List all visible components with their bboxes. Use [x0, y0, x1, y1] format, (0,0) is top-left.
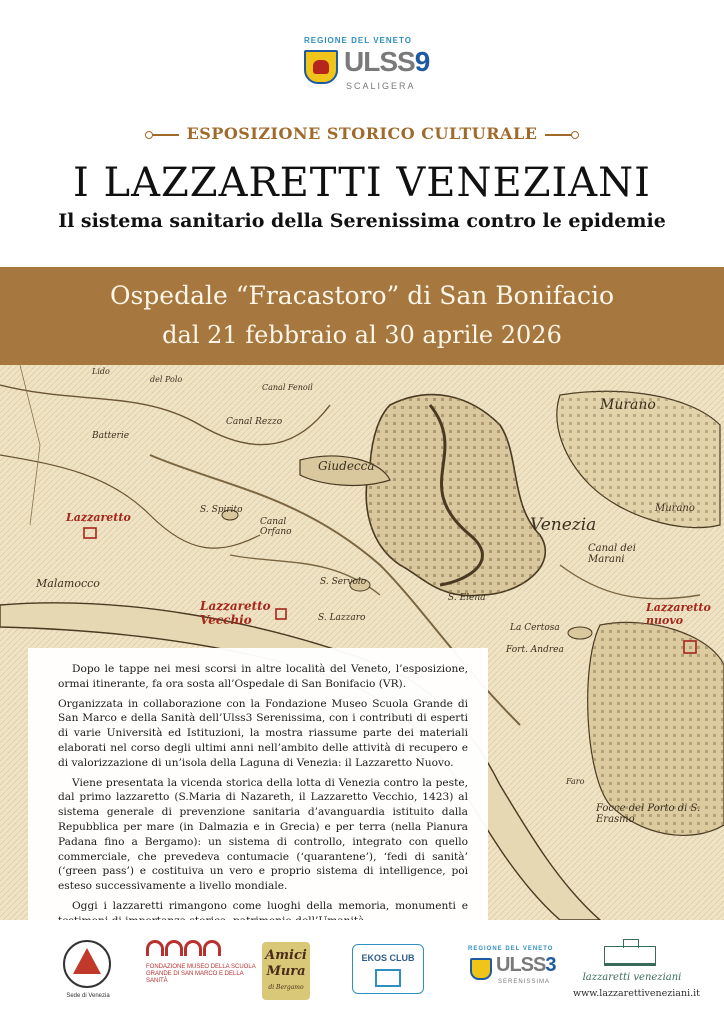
lion-shield-icon — [304, 50, 338, 84]
map-label-canal-marani: Canal dei Marani — [588, 543, 636, 565]
ekos-cube-icon — [375, 969, 401, 987]
ornament-right-icon — [545, 134, 573, 136]
ekos-label: EKOS CLUB — [361, 953, 415, 963]
map-label-lazzaretto-vecchio: Lazzaretto Vecchio — [200, 599, 271, 627]
ulss3-name: ULSS3 — [496, 954, 556, 976]
map-label-forte-andrea: Fort. Andrea — [506, 645, 564, 655]
map-label-lido: Lido — [92, 367, 110, 376]
amici-line-2: Mura — [266, 964, 306, 979]
building-icon — [604, 946, 656, 966]
map-label-s-servolo: S. Servolo — [320, 577, 367, 587]
archeoclub-caption: Sede di Venezia — [66, 993, 110, 999]
ulss3-region: REGIONE DEL VENETO — [468, 946, 554, 952]
ekos-club-logo — [352, 944, 424, 994]
museo-text: FONDAZIONE MUSEO DELLA SCUOLA GRANDE DI SAN MARCO E DELLA SANITÀ — [146, 964, 256, 984]
amici-line-1: Amici — [265, 948, 307, 963]
map-label-venezia: Venezia — [530, 515, 597, 535]
map-label-canal-fenoil: Canal Fenoil — [262, 383, 313, 392]
map-label-s-lazzaro: S. Lazzaro — [318, 613, 366, 623]
map-label-canal-orfano: Canal Orfano — [260, 517, 292, 537]
ulss-subtitle: SCALIGERA — [346, 81, 416, 91]
ornament-left-icon — [151, 134, 179, 136]
map-label-faro: Faro — [566, 777, 585, 786]
ulss-name: ULSS9 — [344, 46, 430, 77]
map-label-batterie: Batterie — [92, 431, 130, 441]
map-label-s-spirito: S. Spirito — [200, 505, 243, 515]
amici-line-3: di Bergamo — [268, 984, 304, 991]
amici-mura-logo — [262, 942, 310, 1000]
venue-band — [0, 267, 724, 365]
archeoclub-logo — [60, 938, 116, 1000]
region-label: REGIONE DEL VENETO — [304, 36, 412, 45]
archeoclub-triangle-icon — [73, 948, 101, 974]
paragraph-4: Oggi i lazzaretti rimangono come luoghi della memoria, monumenti e — [72, 899, 468, 912]
exhibition-kicker — [0, 124, 724, 143]
ulss9-logo — [300, 36, 430, 96]
map-label-lazzaretto: Lazzaretto — [66, 511, 131, 524]
paragraph-1: Dopo le tappe nei mesi scorsi in altre località del Veneto, l’esposizione, ormai itinerante, fa ora sosta all’Ospedale di San Bonifacio (VR). — [58, 663, 468, 690]
map-label-giudecca: Giudecca — [318, 459, 375, 473]
kicker-text: ESPOSIZIONE STORICO CULTURALE — [186, 124, 538, 143]
map-label-murano: Murano — [655, 503, 695, 514]
map-label-foce-porto: Focce del Porto di S. Erasmo — [596, 803, 701, 825]
map-label-canal-rezzo: Canal Rezzo — [226, 417, 283, 427]
description-box — [28, 648, 488, 920]
paragraph-2: Organizzata in collaborazione con la Fondazione Museo Scuola Grande di San Marco e della Sanità dell’Ulss3 Serenissima, con i contributi di esperti di varie Università ed Istituzioni, la mostra riassume parte dei materiali elaborati nel corso degli ultimi anni nell’ambito delle attività di recupero e di valorizzazione di un’isola della Laguna di Venezia: il Lazzaretto Nuovo. — [58, 697, 468, 769]
ulss3-subtitle: SERENISSIMA — [498, 979, 551, 985]
page-title: I LAZZARETTI VENEZIANI — [73, 160, 651, 206]
map-label-murano-top: Murano — [600, 397, 656, 413]
sponsors-footer — [0, 920, 724, 1024]
map-label-malamocco: Malamocco — [36, 577, 100, 590]
paragraph-3: Viene presentata la vicenda storica della lotta di Venezia contro la peste, dal primo lazzaretto (S.Maria di Nazareth, il Lazzaretto Vecchio, 1423) al sistema generale di prevenzione sanitaria d’avanguardia istituito dalla Repubblica per mare (in Dalmazia e in Grecia) e per terra (nella Pianura Padana fino a Bergamo): un sistema di controllo, integrato con quello commerciale, che prevedeva contumacie (‘quarantene’), ‘fedi di sanità’ (‘green pass’) e costituiva un vero e proprio sistema di intelligence, poi esteso successivamente a livello mondiale. — [58, 776, 468, 893]
venue-name: Ospedale “Fracastoro” di San Bonifacio — [109, 281, 615, 310]
map-label-elena: S. Elena — [448, 593, 486, 603]
page-subtitle: Il sistema sanitario della Serenissima contro le epidemie — [58, 210, 666, 232]
ulss3-shield-icon — [470, 958, 492, 980]
arches-icon — [146, 940, 246, 960]
museo-scuola-grande-logo — [146, 940, 256, 1000]
map-label-certosa: La Certosa — [510, 623, 560, 633]
map-label-polo: del Polo — [150, 375, 183, 384]
lazzaretti-logo-text: lazzaretti veneziani — [582, 972, 682, 983]
website-link[interactable]: www.lazzarettiveneziani.it — [573, 988, 700, 999]
exhibition-dates: dal 21 febbraio al 30 aprile 2026 — [162, 321, 562, 349]
map-label-lazzaretto-nuovo: Lazzaretto nuovo — [646, 601, 711, 627]
